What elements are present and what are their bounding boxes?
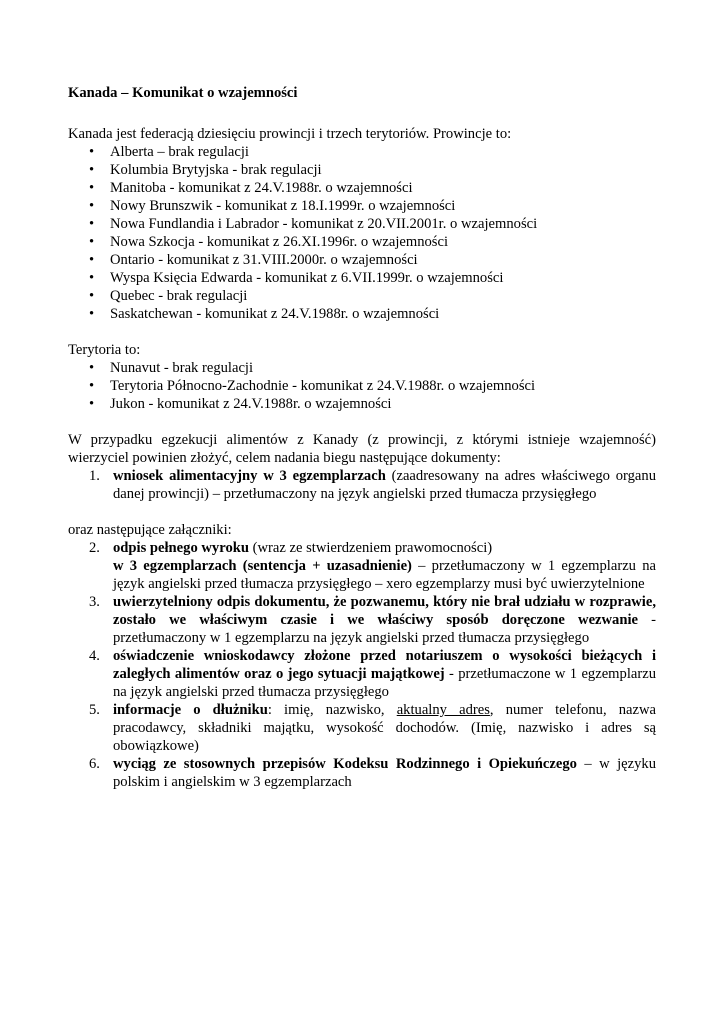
bullet-icon: • [89,360,95,376]
list-item [68,701,656,755]
item-number: 3. [89,594,100,610]
bullet-icon: • [89,144,95,160]
list-item: • Nunavut - brak regulacji [89,360,254,376]
list-item [68,755,656,791]
list-item: • Kolumbia Brytyjska - brak regulacji [89,162,322,178]
item-bold-text: informacje o dłużniku [113,702,268,718]
bullet-icon: • [89,288,95,304]
intro-paragraph: Kanada jest federacją dziesięciu prowincji i trzech terytoriów. Prowincje to: [68,126,512,142]
item-number: 6. [89,756,100,772]
document-title: Kanada – Komunikat o wzajemności [68,85,298,101]
attachments-list [68,539,656,791]
list-item: • Quebec - brak regulacji [89,288,248,304]
territories-heading: Terytoria to: [68,342,141,358]
item-text: - przetłumaczone w 1 egzemplarzu na język angielski przed tłumacza przysięgłego [113,666,656,700]
item-bold-text: wyciąg ze stosownych przepisów Kodeksu Rodzinnego i Opiekuńczego [113,756,577,772]
list-item: • Saskatchewan - komunikat z 24.V.1988r. o wzajemności [89,306,440,322]
item-bold-text: w 3 egzemplarzach (sentencja + uzasadnienie) [113,558,412,574]
document-page [68,84,656,791]
list-item: • Nowa Szkocja - komunikat z 26.XI.1996r. o wzajemności [89,234,449,250]
list-item: • Terytoria Północno-Zachodnie - komunikat z 24.V.1988r. o wzajemności [89,378,536,394]
bullet-icon: • [89,162,95,178]
item-text: (wraz ze stwierdzeniem prawomocności) [248,540,493,556]
item-number: 4. [89,648,100,664]
list-item [68,593,656,647]
required-documents-list [68,467,656,503]
list-item: • Alberta – brak regulacji [89,144,249,160]
bullet-icon: • [89,306,95,322]
bullet-icon: • [89,252,95,268]
list-item: • Nowy Brunszwik - komunikat z 18.I.1999r. o wzajemności [89,198,456,214]
list-item: • Ontario - komunikat z 31.VIII.2000r. o wzajemności [89,252,418,268]
territories-list [68,359,656,413]
item-bold-text: uwierzytelniony odpis dokumentu, że pozwanemu, który nie brał udziału w rozprawie, zostało we właściwym czasie i we właściwy sposób doręczone wezwanie [113,594,656,628]
item-bold-text: oświadczenie wnioskodawcy złożone przed notariuszem o wysokości bieżących i zaległych alimentów oraz o jego sytuacji majątkowej [113,648,656,682]
item-text: : imię, nazwisko, [267,702,397,718]
bullet-icon: • [89,234,95,250]
item-bold-text: wniosek alimentacyjny w 3 egzemplarzach [113,468,386,484]
list-item [68,467,656,503]
item-number: 2. [89,540,100,556]
list-item: • Manitoba - komunikat z 24.V.1988r. o wzajemności [89,180,413,196]
item-bold-text: odpis pełnego wyroku [113,540,249,556]
item-text: – w języku polskim i angielskim w 3 egzemplarzach [113,756,657,790]
bullet-icon: • [89,378,95,394]
item-text: , numer telefonu, nazwa pracodawcy, składniki majątku, wysokość dochodów. (Imię, nazwisko i adres są obowiązkowe) [113,702,657,754]
item-text: - przetłumaczony w 1 egzemplarzu na język angielski przed tłumacza przysięgłego [113,612,656,646]
list-item: • Jukon - komunikat z 24.V.1988r. o wzajemności [89,396,392,412]
item-text: (zaadresowany na adres właściwego organu danej prowincji) – przetłumaczony na język angielski przed tłumacza przysięgłego [113,468,656,502]
bullet-icon: • [89,180,95,196]
bullet-icon: • [89,396,95,412]
bullet-icon: • [89,216,95,232]
list-item: • Nowa Fundlandia i Labrador - komunikat z 20.VII.2001r. o wzajemności [89,216,538,232]
list-item [68,647,656,701]
bullet-icon: • [89,270,95,286]
list-item: • Wyspa Księcia Edwarda - komunikat z 6.VII.1999r. o wzajemności [89,270,504,286]
collection-paragraph: W przypadku egzekucji alimentów z Kanady (z prowincji, z którymi istnieje wzajemność) wierzyciel powinien złożyć, celem nadania biegu następujące dokumenty: [68,432,656,466]
underlined-text: aktualny adres [396,702,490,718]
attachments-heading: oraz następujące załączniki: [68,522,232,538]
item-text: – przetłumaczony w 1 egzemplarzu na język angielski przed tłumacza przysięgłego – xero egzemplarzy musi być uwierzytelnione [113,558,656,592]
item-number: 5. [89,702,100,718]
list-item [68,539,656,593]
provinces-list [68,143,656,323]
bullet-icon: • [89,198,95,214]
item-number: 1. [89,468,100,484]
